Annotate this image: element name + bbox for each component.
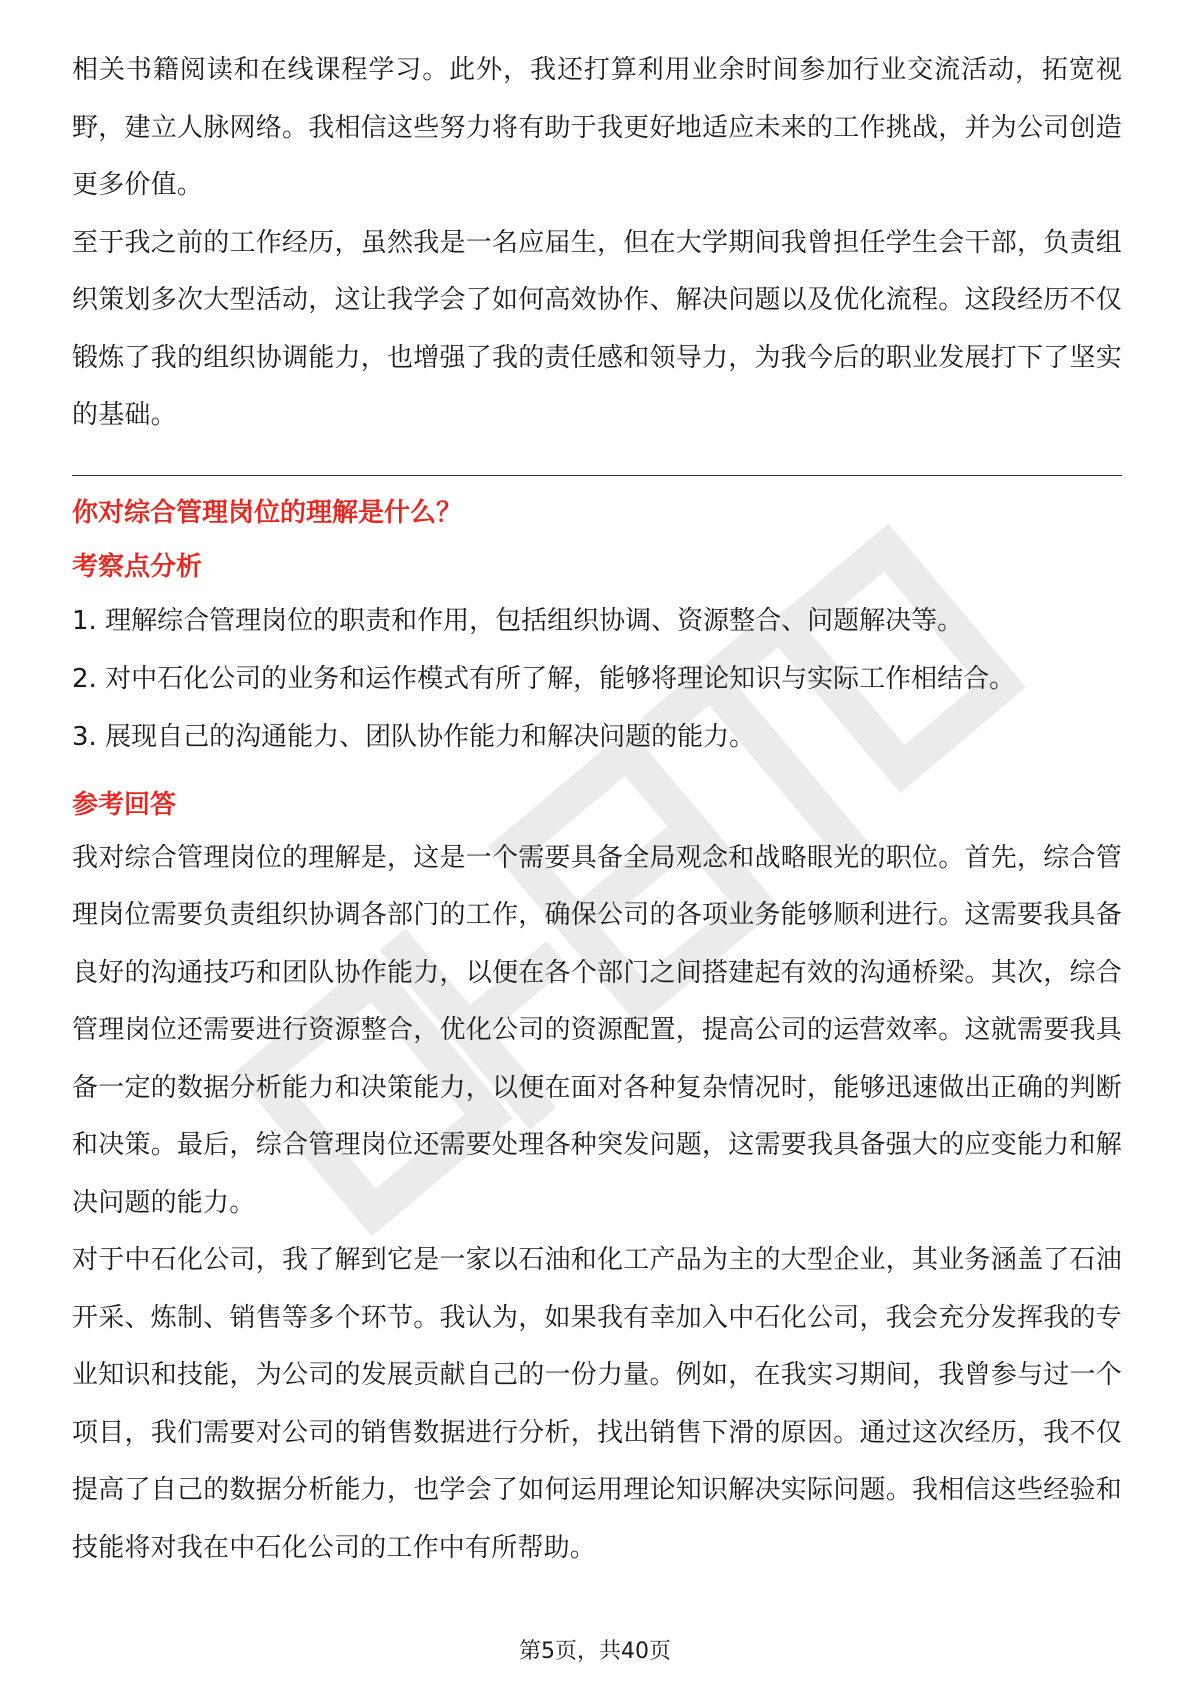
analysis-point: 1. 理解综合管理岗位的职责和作用，包括组织协调、资源整合、问题解决等。 (72, 605, 964, 636)
answer-paragraph: 我对综合管理岗位的理解是，这是一个需要具备全局观念和战略眼光的职位。首先，综合管理岗位需要负责组织协调各部门的工作，确保公司的各项业务能够顺利进行。这需要我具备良好的沟通技巧和团队协作能力，以便在各个部门之间搭建起有效的沟通桥梁。其次，综合管理岗位还需要进行资源整合，优化公司的资源配置，提高公司的运营效率。这就需要我具备一定的数据分析能力和决策能力，以便在面对各种复杂情况时，能够迅速做出正确的判断和决策。最后，综合管理岗位还需要处理各种突发问题，这需要我具备强大的应变能力和解决问题的能力。 (72, 842, 1122, 1218)
document-content (72, 42, 1122, 1577)
question-title: 你对综合管理岗位的理解是什么？ (72, 497, 463, 528)
analysis-heading: 考察点分析 (72, 551, 203, 582)
spacer (72, 766, 1122, 776)
section-divider (72, 475, 1122, 476)
analysis-point: 2. 对中石化公司的业务和运作模式有所了解，能够将理论知识与实际工作相结合。 (72, 663, 1016, 694)
answer-heading: 参考回答 (72, 789, 177, 820)
work-experience-paragraph: 至于我之前的工作经历，虽然我是一名应届生，但在大学期间我曾担任学生会干部，负责组织策划多次大型活动，这让我学会了如何高效协作、解决问题以及优化流程。这段经历不仅锻炼了我的组织协调能力，也增强了我的责任感和领导力，为我今后的职业发展打下了坚实的基础。 (72, 227, 1122, 430)
intro-paragraph: 相关书籍阅读和在线课程学习。此外，我还打算利用业余时间参加行业交流活动，拓宽视野，建立人脉网络。我相信这些努力将有助于我更好地适应未来的工作挑战，并为公司创造更多价值。 (72, 55, 1122, 200)
page-number-footer: 第5页，共40页 (519, 1639, 671, 1664)
analysis-point: 3. 展现自己的沟通能力、团队协作能力和解决问题的能力。 (72, 721, 756, 752)
answer-paragraph: 对于中石化公司，我了解到它是一家以石油和化工产品为主的大型企业，其业务涵盖了石油开采、炼制、销售等多个环节。我认为，如果我有幸加入中石化公司，我会充分发挥我的专业知识和技能，为公司的发展贡献自己的一份力量。例如，在我实习期间，我曾参与过一个项目，我们需要对公司的销售数据进行分析，找出销售下滑的原因。通过这次经历，我不仅提高了自己的数据分析能力，也学会了如何运用理论知识解决实际问题。我相信这些经验和技能将对我在中石化公司的工作中有所帮助。 (72, 1245, 1122, 1563)
